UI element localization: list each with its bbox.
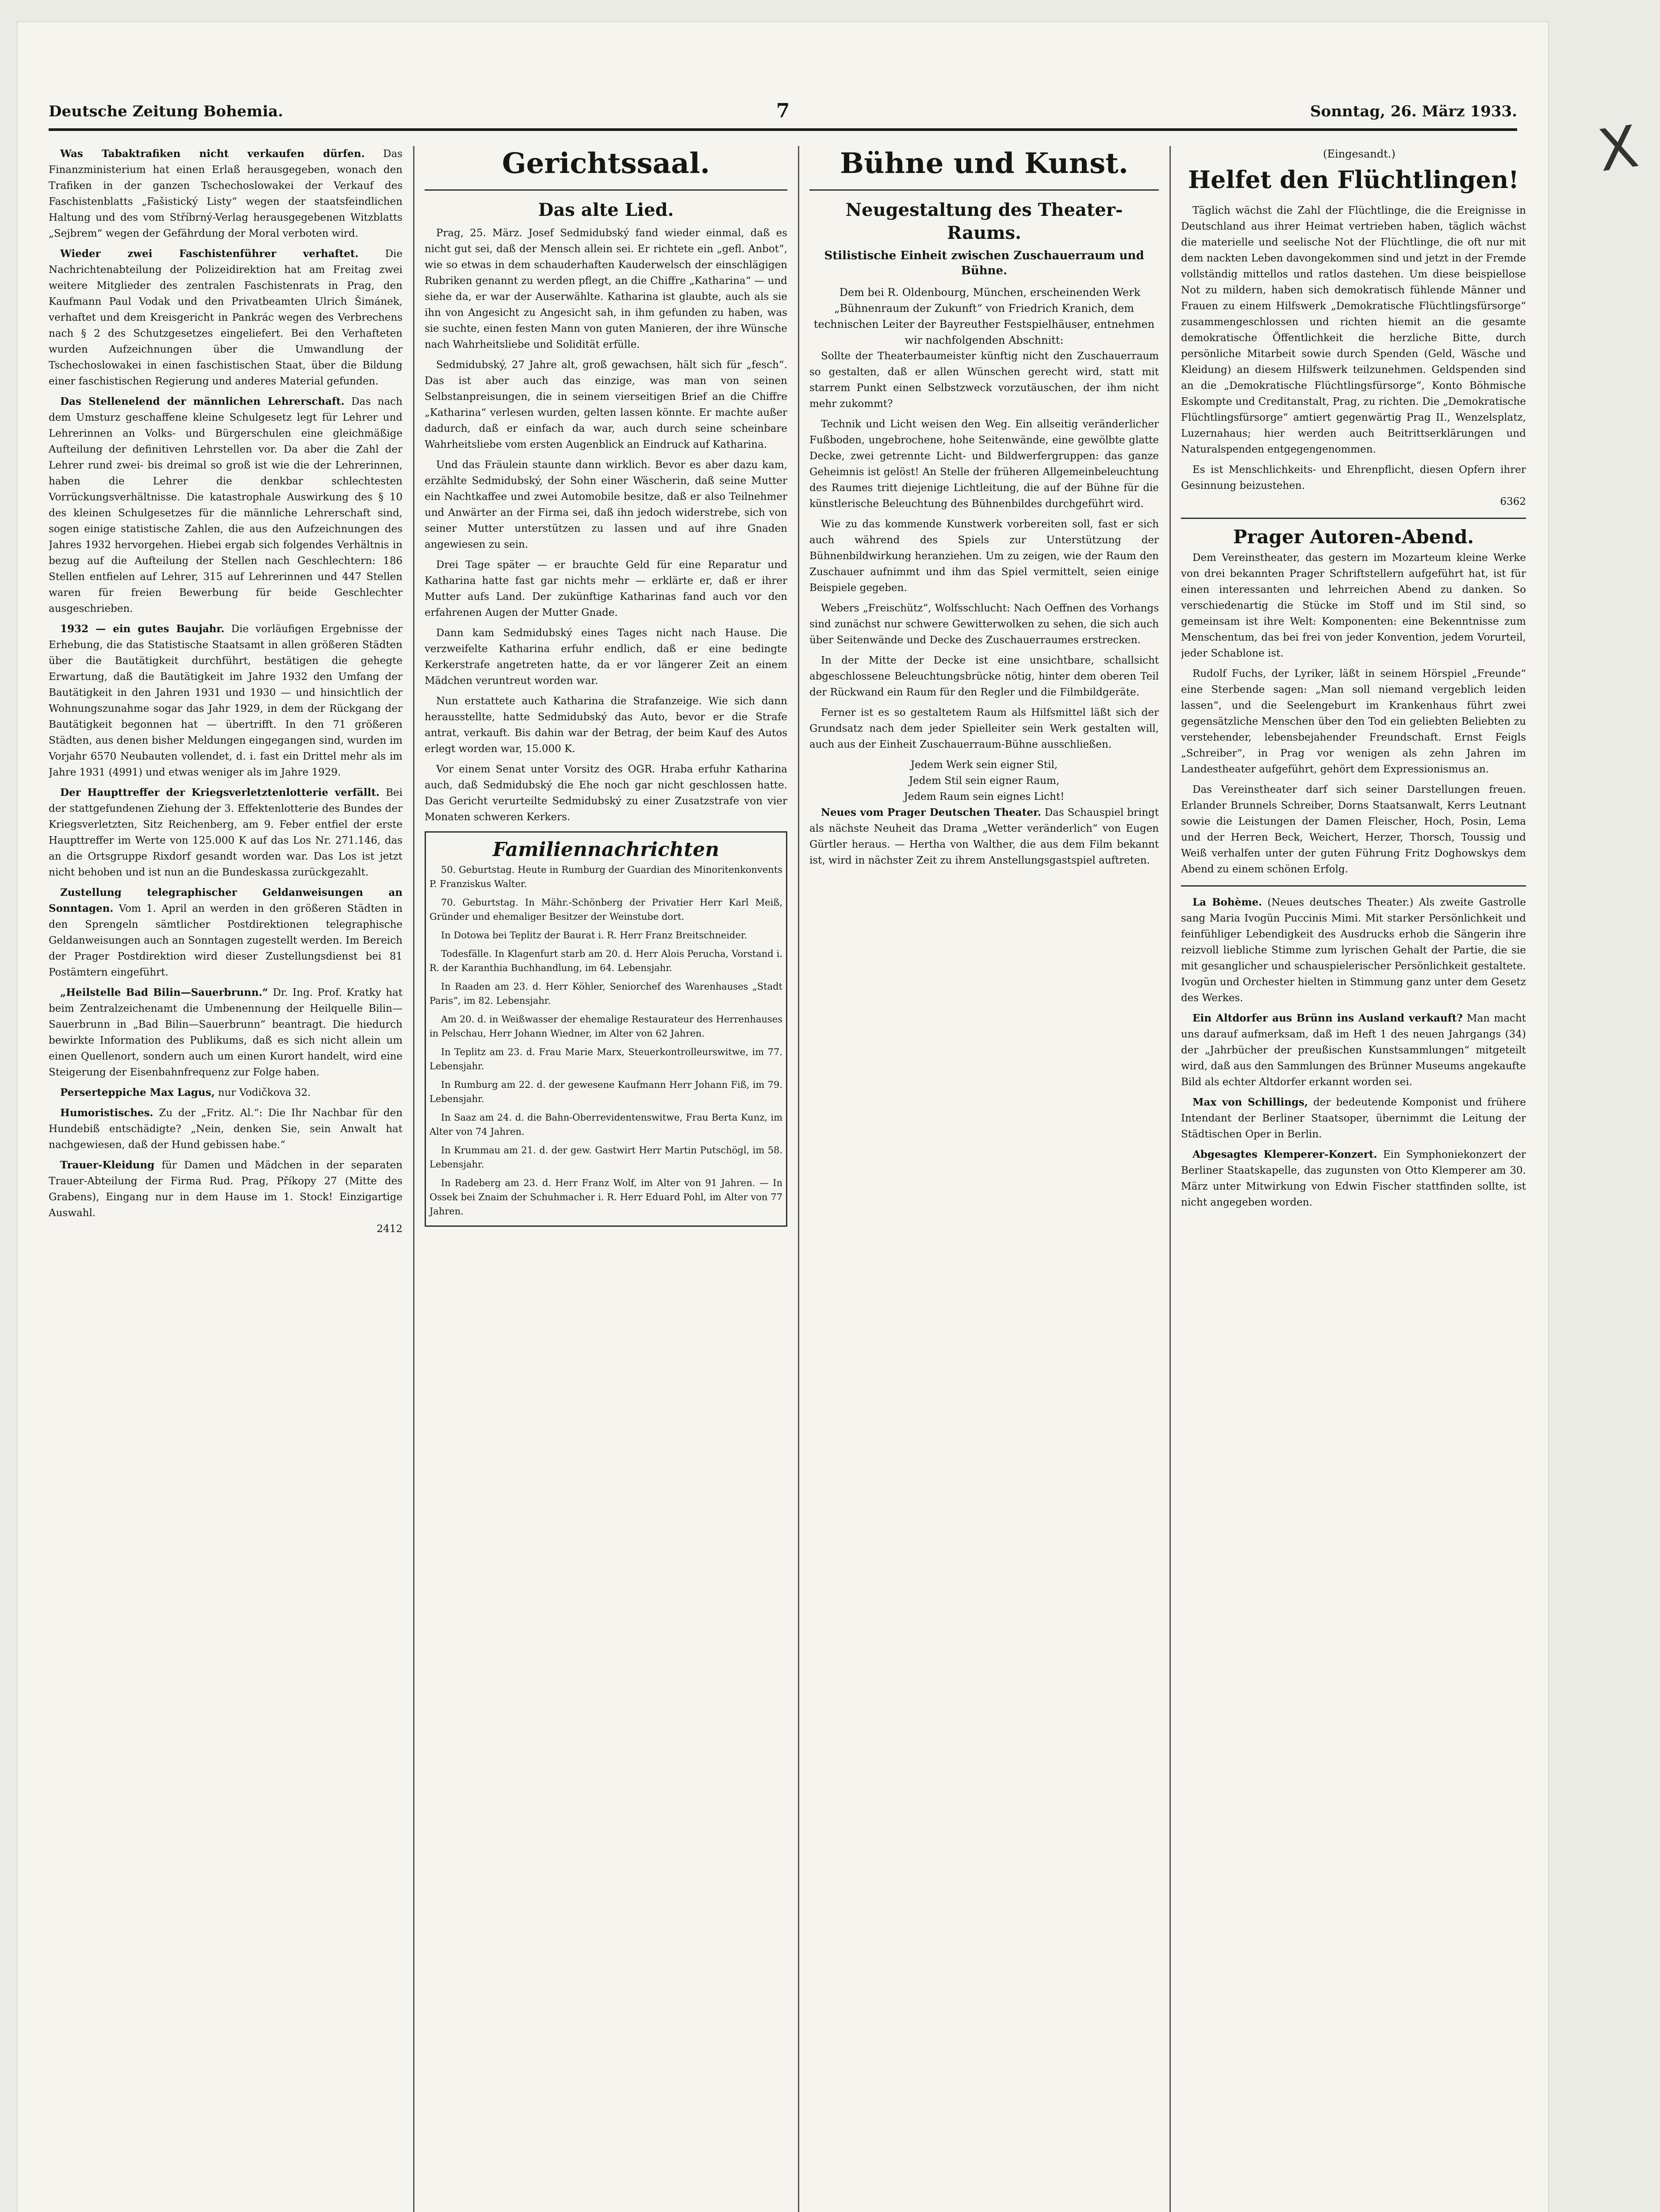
article-title: Neugestaltung des Theater-Raums.: [845, 200, 1123, 243]
issue-date: Sonntag, 26. März 1933.: [1310, 103, 1517, 120]
article-paragraph: Wie zu das kommende Kunstwerk vorbereiten soll, fast er sich auch während des Spiels zur Unterstützung der Bühnenbildwirkung heranziehen. Um zu zeigen, wie der Raum den Zuschauer aufnimmt und ihm das Spiel vermittelt, seien einige Beispiele gegeben.: [809, 518, 1159, 594]
family-entry: Am 20. d. in Weißwasser der ehemalige Restaurateur des Herrenhauses in Pelschau, Herr Johann Wiedner, im Alter von 62 Jahren.: [429, 1014, 782, 1039]
news-item-lead: 1932 — ein gutes Baujahr.: [60, 623, 225, 635]
news-item-lead: Humoristisches.: [60, 1107, 153, 1119]
news-item: [49, 985, 403, 1080]
news-item-text: der bedeutende Komponist und frühere Intendant der Berliner Staatsoper, übernimmt die Leitung der Städtischen Oper in Berlin.: [1181, 1097, 1526, 1140]
article-paragraph: Ferner ist es so gestaltetem Raum als Hilfsmittel läßt sich der Grundsatz nach dem jeder Spielleiter sein Werk gestalten will, auch aus der Einheit Zuschauerraum-Bühne ausschließen.: [809, 707, 1159, 750]
boheme-text: (Neues deutsches Theater.) Als zweite Gastrolle sang Maria Ivogün Puccinis Mimi. Mit starker Persönlichkeit und feinfühliger Lebendigkeit des Ausdrucks erhob die Sängerin ihre reizvoll liebliche Stimme zum lyrischen Gehalt der Partie, die sie mit gesanglicher und schauspielerischer Persönlichkeit gestaltete. Ivogün und Orchester hielten in Stimmung ganz unter dem Gesetz des Werkes.: [1181, 897, 1526, 1004]
article-paragraph: Webers „Freischütz“, Wolfsschlucht: Nach Oeffnen des Vorhangs sind zunächst nur schwere Gewitterwolken zu sehen, die sich auch über Seitenwände und Decke des Zuschauerraumes erstrecken.: [809, 603, 1159, 646]
news-item-text: Die vorläufigen Ergebnisse der Erhebung, die das Statistische Staatsamt in allen größeren Städten über die Bautätigkeit durchführt, bestätigen die gehegte Erwartung, daß die Bautätigkeit im Jahre 1932 den Umfang der Bautätigkeit in den Jahren 1931 und 1930 — und hinsichtlich der Wohnungszunahme sogar das Jahr 1929, in dem der Rückgang der Bautätigkeit begonnen hat — übertrifft. In den 71 größeren Städten, aus denen bisher Meldungen eingegangen sind, wurden im Vorjahr 6570 Neubauten vollendet, d. i. fast ein Drittel mehr als im Jahre 1931 (4991) und etwas weniger als im Jahre 1929.: [49, 623, 403, 778]
news-item-text: Man macht uns darauf aufmerksam, daß im Heft 1 des neuen Jahrgangs (34) der „Jahrbücher der preußischen Kunstsammlungen“ mitgeteilt wird, daß aus den Sammlungen des Brünner Museums angekaufte Bild als echter Altdorfer erkannt worden sei.: [1181, 1013, 1526, 1088]
ad-number: 2412: [376, 1223, 403, 1235]
family-entry: 50. Geburtstag. Heute in Rumburg der Guardian des Minoritenkonvents P. Franziskus Walter.: [429, 864, 782, 889]
paper-name: Deutsche Zeitung Bohemia.: [49, 103, 284, 120]
news-item: [49, 394, 403, 617]
article-paragraph: In der Mitte der Decke ist eine unsichtbare, schallsicht abgeschlossene Beleuchtungsbrücke nötig, hinter dem oberen Teil der Rückwand ein Raum für den Regler und die Filmbildgeräte.: [809, 655, 1159, 698]
news-item-lead: Zustellung telegraphischer Geldanweisungen an Sonntagen.: [49, 887, 403, 914]
handwritten-mark: X: [1594, 112, 1643, 185]
family-entry: In Radeberg am 23. d. Herr Franz Wolf, im Alter von 91 Jahren. — In Ossek bei Znaim der Schuhmacher i. R. Herr Eduard Pohl, im Alter von 77 Jahren.: [429, 1178, 782, 1217]
column-news: [49, 146, 403, 2212]
news-item: [49, 885, 403, 980]
news-item-text: Vom 1. April an werden in den größeren Städten in den Sprengeln sämtlicher Postdirektionen telegraphische Geldanweisungen auch an Sonntagen zugestellt werden. Im Bereich der Prager Postdirektion wird dieser Zustellungsdienst bei 81 Postämtern eingeführt.: [49, 903, 403, 978]
family-news-title: Familiennachrichten: [492, 838, 720, 861]
news-item: [49, 146, 403, 242]
news-item-lead: Trauer-Kleidung: [60, 1159, 155, 1171]
intro-note: Dem bei R. Oldenbourg, München, erscheinenden Werk „Bühnenraum der Zukunft“ von Friedrich Kranich, dem technischen Leiter der Bayreuther Festspielhäuser, entnehmen wir nachfolgenden Abschnitt:: [813, 286, 1155, 346]
divider: [809, 189, 1159, 191]
appeal-closing: Es ist Menschlichkeits- und Ehrenpflicht, diesen Opfern ihrer Gesinnung beizustehen.: [1181, 464, 1526, 492]
news-item-text: für Damen und Mädchen in der separaten Trauer-Abteilung der Firma Rud. Prag, Příkopy 27 (Mitte des Grabens), Eingang nur in dem Hause im 1. Stock! Einzigartige Auswahl.: [49, 1160, 403, 1219]
news-item-lead: Ein Altdorfer aus Brünn ins Ausland verkauft?: [1192, 1012, 1463, 1024]
news-item-lead: Was Tabaktrafiken nicht verkaufen dürfen.: [60, 148, 365, 160]
news-item-text: nur Vodičkova 32.: [218, 1087, 311, 1098]
column-court: [425, 146, 787, 2212]
divider: [1181, 518, 1526, 519]
column-rule: [413, 146, 414, 2212]
column-rule: [798, 146, 799, 2212]
article-paragraph: Sollte der Theaterbaumeister künftig nicht den Zuschauerraum so gestalten, daß er allen Wünschen gerecht wird, statt mit starrem Punkt einen Selbstzweck vorzutäuschen, der ihm nicht mehr zukommt?: [809, 350, 1159, 410]
news-item: [49, 1157, 403, 1221]
divider: [425, 189, 787, 191]
news-text: Das Schauspiel bringt als nächste Neuheit das Drama „Wetter veränderlich“ von Eugen Gürtler heraus. — Hertha von Walther, die aus dem Film bekannt ist, wird in nächster Zeit zu ihrem Anstellungsgastspiel auftreten.: [809, 807, 1159, 866]
appeal-number: 6362: [1500, 496, 1526, 507]
section-title-stage: Bühne und Kunst.: [840, 147, 1128, 180]
article-paragraph: Sedmidubský, 27 Jahre alt, groß gewachsen, hält sich für „fesch“. Das ist aber auch das einzige, was man von seinen Selbstanpreisungen, die in seinem vierseitigen Brief an die Chiffre „Katharina“ verlesen wurden, gelten lassen könnte. Er machte außer dadurch, daß er einfach da war, auch durch seine scheinbare Wahrheitsliebe vom ersten Augenblick an Eindruck auf Katharina.: [425, 359, 787, 450]
news-item: [1181, 1010, 1526, 1090]
newspaper-page: [18, 22, 1548, 2212]
family-entry: Todesfälle. In Klagenfurt starb am 20. d. Herr Alois Perucha, Vorstand i. R. der Karanthia Buchhandlung, im 64. Lebensjahr.: [429, 949, 782, 973]
column-stage-art: [809, 146, 1159, 2212]
news-item-text: Bei der stattgefundenen Ziehung der 3. Effektenlotterie des Bundes der Kriegsverletzten, Sitz Reichenberg, am 9. Feber entfiel der erste Haupttreffer im Werte von 125.000 K auf das Los Nr. 271.146, das an die Ortsgruppe Rixdorf gesandt worden war. Das Los ist jetzt nicht behoben und ist nun an die Bundeskassa zurückgezahlt.: [49, 787, 403, 878]
news-item-text: Zu der „Fritz. Al.“: Die Ihr Nachbar für den Hundebiß entschädigte? „Nein, denken Sie, sein Anwalt hat nachgewiesen, daß der Hund gebissen habe.“: [49, 1107, 403, 1151]
section-title-court: Gerichtssaal.: [502, 147, 710, 180]
news-item-lead: Der Haupttreffer der Kriegsverletztenlotterie verfällt.: [60, 787, 380, 799]
appeal-text: Täglich wächst die Zahl der Flüchtlinge, die die Ereignisse in Deutschland aus ihrer Heimat vertrieben haben, täglich wächst die materielle und seelische Not der Flüchtlinge, die oft nur mit dem nackten Leben davongekommen sind und jetzt in der Fremde vollständig mittellos und ratlos dastehen. Um diese beispiellose Not zu mildern, haben sich demokratisch fühlende Männer und Frauen zu einem Hilfswerk „Demokratische Flüchtlingsfürsorge“ zusammengeschlossen und richten hiemit an die gesamte demokratische Öffentlichkeit die herzliche Bitte, durch persönliche Mitarbeit sowie durch Spenden (Geld, Wäsche und Kleidung) an diesem Hilfswerk teilzunehmen. Geldspenden sind an die „Demokratische Flüchtlingsfürsorge“, Konto Böhmische Eskompte und Creditanstalt, Prag, zu richten. Die „Demokratische Flüchtlingsfürsorge“ amtiert gegenwärtig Prag II., Wenzelsplatz, Luzernahaus; hier werden auch Beitrittserklärungen und Naturalspenden entgegengenommen.: [1181, 205, 1526, 455]
poem: [809, 757, 1159, 805]
news-item: [1181, 1094, 1526, 1142]
evening-title: Prager Autoren-Abend.: [1233, 526, 1474, 548]
column-rule: [1169, 146, 1171, 2212]
poem-line: Jedem Stil sein eigner Raum,: [909, 775, 1060, 787]
article-subtitle: Stilistische Einheit zwischen Zuschauerraum und Bühne.: [824, 249, 1144, 277]
family-entry: In Krummau am 21. d. der gew. Gastwirt Herr Martin Putschögl, im 58. Lebensjahr.: [429, 1145, 782, 1170]
poem-line: Jedem Raum sein eignes Licht!: [904, 791, 1065, 803]
review-paragraph: Rudolf Fuchs, der Lyriker, läßt in seinem Hörspiel „Freunde“ eine Sterbende sagen: „Man soll niemand vergeblich leiden lassen“, und die Seelengeburt im Krankenhaus führt zwei gegensätzliche Menschen über den Tod ein geliebten Beliebten zu verstehender, lebensbejahender Freundschaft. Ernst Feigls „Schreiber“, in Prag vor wenigen als zehn Jahren im Landestheater aufgeführt, gehört dem Expressionismus an.: [1181, 668, 1526, 775]
family-entry: In Dotowa bei Teplitz der Baurat i. R. Herr Franz Breitschneider.: [441, 930, 748, 941]
news-item-lead: Max von Schillings,: [1192, 1096, 1308, 1108]
family-entry: 70. Geburtstag. In Mähr.-Schönberg der Privatier Herr Karl Meiß, Gründer und ehemaliger Besitzer der Weinstube dort.: [429, 897, 782, 922]
news-item: [49, 785, 403, 880]
boheme-lead: La Bohème.: [1192, 896, 1262, 908]
news-item: [809, 805, 1159, 868]
family-news-box: [425, 831, 787, 1227]
news-item: [49, 621, 403, 780]
article-paragraph: Drei Tage später — er brauchte Geld für eine Reparatur und Katharina hatte fast gar nichts mehr — erklärte er, daß er ihrer Mutter aufs Land. Der zukünftige Katharinas fand auch vor den erfahrenen Augen der Mutter Gnade.: [425, 559, 787, 618]
article-title: Das alte Lied.: [538, 200, 674, 220]
news-item: [49, 246, 403, 389]
column-appeals: [1181, 146, 1526, 2212]
news-item-lead: Perserteppiche Max Lagus,: [60, 1087, 215, 1098]
masthead: [49, 88, 1517, 131]
article-paragraph: Technik und Licht weisen den Weg. Ein allseitig veränderlicher Fußboden, ungebrochene, hohe Seitenwände, eine gewölbte glatte Decke, zwei getrennte Licht- und Bildwerfergruppen: das ganze Geheimnis ist gelöst! An Stelle der früheren Allgemeinbeleuchtung des Raumes tritt diejenige Lichtleitung, die auf der Bühne für die künstlerische Beleuchtung des Bühnenbildes durchgeführt wird.: [809, 419, 1159, 510]
news-item-text: Die Nachrichtenabteilung der Polizeidirektion hat am Freitag zwei weitere Mitglieder des zentralen Faschistenrats in Prag, den Kaufmann Paul Vodak und den Privatbeamten Ulrich Šimánek, verhaftet und dem Kreisgericht in Pankrác wegen des Verbrechens nach § 2 des Schutzgesetzes eingeliefert. Bei den Verhafteten wurden Aufzeichnungen über die Umwandlung der Tschechoslowakei in einen faschistischen Staat, über die Bildung einer faschistischen Regierung und anderes Material gefunden.: [49, 248, 403, 387]
page-number: 7: [776, 100, 790, 122]
poem-line: Jedem Werk sein eigner Stil,: [910, 759, 1058, 771]
eingesandt-label: (Eingesandt.): [1323, 148, 1395, 160]
family-entry: In Rumburg am 22. d. der gewesene Kaufmann Herr Johann Fiß, im 79. Lebensjahr.: [429, 1079, 782, 1104]
news-item-text: Ein Symphoniekonzert der Berliner Staatskapelle, das zugunsten von Otto Klemperer am 30. März unter Mitwirkung von Edwin Fischer stattfinden sollte, ist nicht angegeben worden.: [1181, 1149, 1526, 1208]
news-item-lead: „Heilstelle Bad Bilin—Sauerbrunn.“: [60, 987, 268, 998]
article-paragraph: Vor einem Senat unter Vorsitz des OGR. Hraba erfuhr Katharina auch, daß Sedmidubský die Ehe noch gar nicht geschlossen hatte. Das Gericht verurteilte Sedmidubský zu einer Zusatzstrafe von vier Monaten schweren Kerkers.: [425, 764, 787, 823]
news-item-lead: Wieder zwei Faschistenführer verhaftet.: [60, 248, 359, 260]
article-paragraph: Dann kam Sedmidubský eines Tages nicht nach Hause. Die verzweifelte Katharina erfuhr endlich, daß er eine bedingte Kerkerstrafe angetreten hatte, da er vor längerer Zeit an einem Mädchen veruntreut worden war.: [425, 627, 787, 687]
divider: [1181, 885, 1526, 887]
news-item: [49, 1085, 403, 1101]
family-entry: In Raaden am 23. d. Herr Köhler, Seniorchef des Warenhauses „Stadt Paris“, im 82. Lebensjahr.: [429, 981, 782, 1006]
news-item-lead: Abgesagtes Klemperer-Konzert.: [1192, 1148, 1377, 1160]
review-paragraph: Das Vereinstheater darf sich seiner Darstellungen freuen. Erlander Brunnels Schreiber, Dorns Staatsanwalt, Kerrs Leutnant sowie die Leistungen der Damen Fleischer, Hoch, Posin, Lema und der Herren Beck, Weichert, Herzer, Thorsch, Toussig und Weiß verhalfen unter der guten Führung Fritz Doghowskys dem Abend zu einem schönen Erfolg.: [1181, 784, 1526, 875]
review-paragraph: Dem Vereinstheater, das gestern im Mozarteum kleine Werke von drei bekannten Prager Schriftstellern aufgeführt hat, ist für einen interessanten und lehrreichen Abend zu danken. So verschiedenartig die Stücke im Stoff und im Stil sind, so gemeinsam ist ihre Welt: Komponenten: eine Bekenntnisse zum Menschentum, das bei frei von jeder Konvention, jedem Vorurteil, jeder Schablone ist.: [1181, 552, 1526, 659]
news-lead: Neues vom Prager Deutschen Theater.: [821, 806, 1041, 818]
family-entry: In Saaz am 24. d. die Bahn-Oberrevidentenswitwe, Frau Berta Kunz, im Alter von 74 Jahren.: [429, 1112, 782, 1137]
news-item: [49, 1105, 403, 1153]
appeal-title: Helfet den Flüchtlingen!: [1188, 165, 1519, 194]
boheme-review: [1181, 895, 1526, 1006]
news-item: [1181, 1147, 1526, 1210]
article-paragraph: Prag, 25. März. Josef Sedmidubský fand wieder einmal, daß es nicht gut sei, daß der Mensch allein sei. Er richtete ein „gefl. Anbot“, wie so etwas in dem schauderhaften Kauderwelsch der einschlägigen Rubriken genannt zu werden pflegt, an die Chiffre „Katharina“ — und siehe da, er war der Auserwählte. Katharina ist glaubte, auch als sie ihn von Angesicht zu Angesicht sah, in ihm gefunden zu haben, was sie suchte, einen festen Mann von guten Manieren, der ihre Wünsche nach Wahrheitsliebe und Solidität erfülle.: [425, 227, 787, 350]
article-paragraph: Und das Fräulein staunte dann wirklich. Bevor es aber dazu kam, erzählte Sedmidubský, der Sohn einer Wäscherin, daß seine Mutter ein Nachtkaffee und zwei Automobile besitze, daß er also Teilnehmer und Anwärter an der Firma sei, daß ihn jedoch widerstrebe, sich von seiner Mutter unterstützen zu lassen und auf ihre Gnaden angewiesen zu sein.: [425, 459, 787, 550]
article-paragraph: Nun erstattete auch Katharina die Strafanzeige. Wie sich dann herausstellte, hatte Sedmidubský das Auto, bevor er die Strafe antrat, verkauft. Bis dahin war der Betrag, der beim Kauf des Autos erlegt worden war, 15.000 K.: [425, 695, 787, 755]
news-item-lead: Das Stellenelend der männlichen Lehrerschaft.: [60, 396, 345, 407]
news-item-text: Dr. Ing. Prof. Kratky hat beim Zentralzeichenamt die Umbenennung der Heilquelle Bilin—Sauerbrunn in „Bad Bilin—Sauerbrunn“ beantragt. Die hiedurch bewirkte Information des Publikums, daß es sich nicht allein um einen Quellenort, sondern auch um einen Kurort handelt, wird eine Steigerung der Eisenbahnfrequenz zur Folge haben.: [49, 987, 403, 1078]
family-entry: In Teplitz am 23. d. Frau Marie Marx, Steuerkontrolleurswitwe, im 77. Lebensjahr.: [429, 1047, 782, 1071]
news-item-text: Das Finanzministerium hat einen Erlaß herausgegeben, wonach den Trafiken in der ganzen Tschechoslowakei der Verkauf des Faschistenblatts „Fašistický Listy“ wegen der staatsfeindlichen Haltung und des vom Stříbrný-Verlag herausgegebenen Witzblatts „Sejbrem“ wegen der Gefährdung der Moral verboten wird.: [49, 148, 403, 239]
news-item-text: Das nach dem Umsturz geschaffene kleine Schulgesetz legt für Lehrer und Lehrerinnen an Volks- und Bürgerschulen eine gleichmäßige Aufteilung der definitiven Lehrstellen vor. Da aber die Zahl der Lehrer rund zwei- bis dreimal so groß ist wie die der Lehrerinnen, haben die Lehrer die denkbar schlechtesten Vorrückungsverhältnisse. Die katastrophale Auswirkung des § 10 des kleinen Schulgesetzes für die männliche Lehrerschaft sind, sogen einige statistische Zahlen, die aus den Aufzeichnungen des Jahres 1932 hervorgehen. Hiebei ergab sich folgendes Verhältnis in bezug auf die Aufteilung der Stellen nach Geschlechtern: 186 Stellen entfielen auf Lehrer, 315 auf Lehrerinnen und 447 Stellen waren für freien Bewerbung für beide Geschlechter ausgeschrieben.: [49, 396, 403, 614]
